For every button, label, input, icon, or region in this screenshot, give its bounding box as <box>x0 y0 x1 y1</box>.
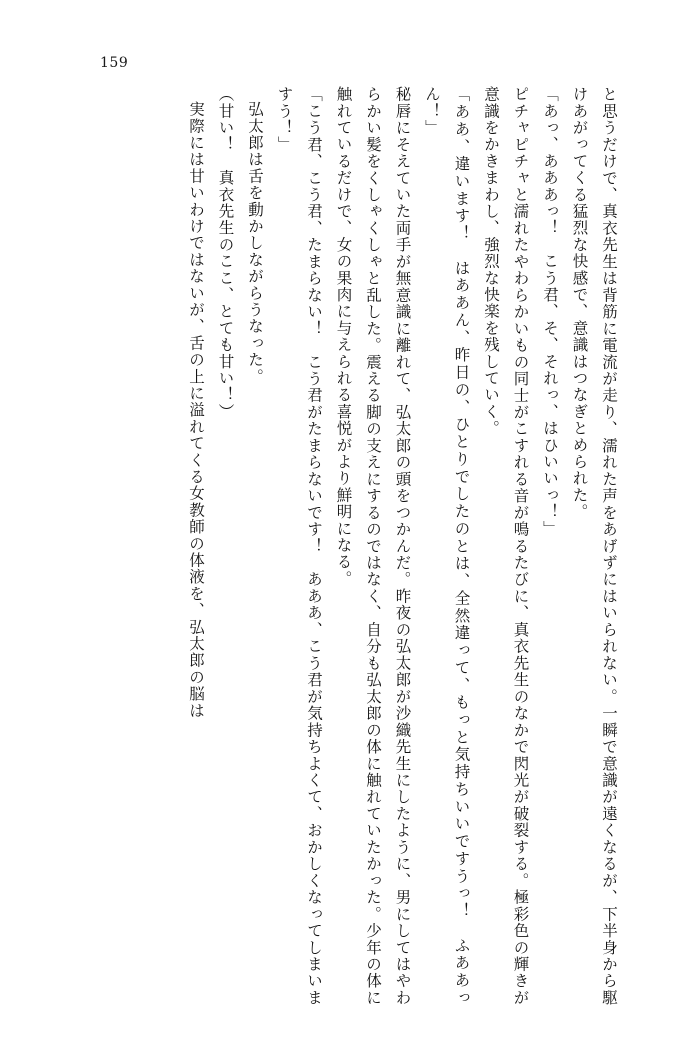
page-number: 159 <box>100 55 129 71</box>
paragraph: と思うだけで、真衣先生は背筋に電流が走り、濡れた声をあげずにはいられない。一瞬で意識が遠くなるが、下半身から駆けあがってくる猛烈な快感で、意識はつなぎとめられた。 <box>570 86 618 1006</box>
paragraph: 「こう君、こう君、たまらない！ こう君がたまらないです！ あああ、こう君が気持ちよくて、おかしくなってしまいますう！」 <box>275 86 323 1006</box>
page-text-body <box>93 86 623 1006</box>
paragraph: （甘い！ 真衣先生のここ、とても甘い！） <box>216 86 235 420</box>
paragraph: 弘太郎は舌を動かしながらうなった。 <box>246 101 264 385</box>
paragraph: 「ああ、違います！ はああん、昨日の、ひとりでしたのとは、全然違って、もっと気持ちいいですうっ！ ふああっん！」 <box>423 86 471 1006</box>
paragraph: 実際には甘いわけではないが、舌の上に溢れてくる女教師の体液を、弘太郎の脳は <box>187 101 205 719</box>
paragraph: ピチャピチャと濡れたやわらかいもの同士がこすれる音が鳴るたびに、真衣先生のなかで閃光が破裂する。極彩色の輝きが意識をかきまわし、強烈な快楽を残していく。 <box>482 86 530 1006</box>
paragraph: 「あっ、あああっ！ こう君、そ、それっ、はひいいっ！」 <box>541 86 559 537</box>
paragraph: 秘唇にそえていた両手が無意識に離れて、弘太郎の頭をつかんだ。昨夜の弘太郎が沙織先生にしたように、男にしてはやわらかい髪をくしゃくしゃと乱した。震える脚の支えにするのではなく、自分も弘太郎の体に触れていたかった。少年の体に触れているだけで、女の果肉に与えられる喜悦がより鮮明になる。 <box>334 86 412 1006</box>
